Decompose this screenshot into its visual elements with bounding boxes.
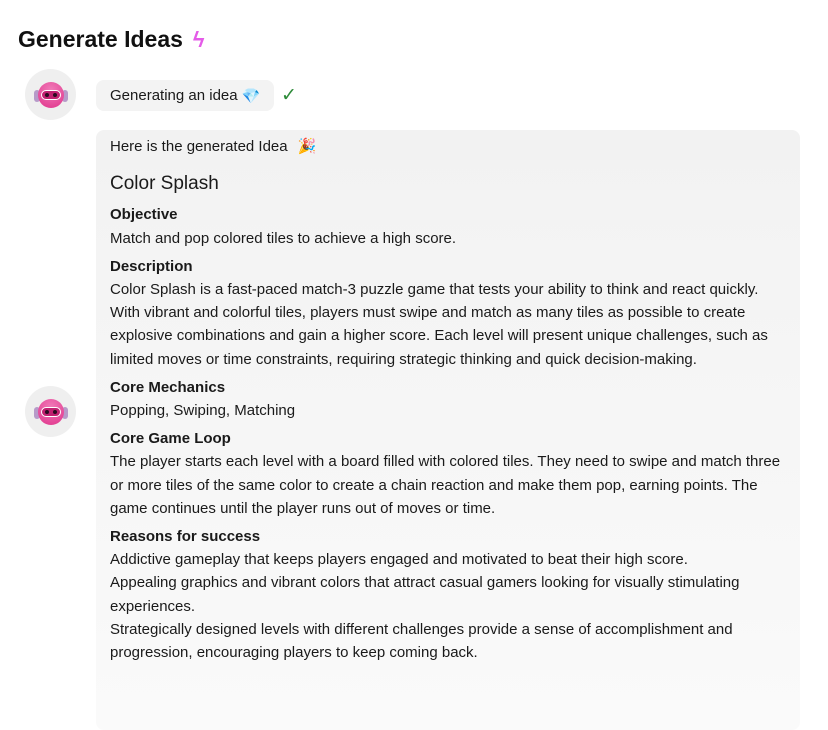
section-text: Popping, Swiping, Matching: [110, 402, 296, 420]
section-heading: Core Mechanics: [110, 378, 226, 396]
status-pill: [96, 80, 274, 111]
section-heading: Core Game Loop: [110, 430, 231, 448]
robot-icon: [34, 399, 68, 425]
robot-icon: [34, 82, 68, 108]
section-heading: Objective: [110, 206, 178, 224]
page-title: [18, 26, 205, 53]
bot-avatar: [25, 69, 76, 120]
section-text: Appealing graphics and vibrant colors that attract casual gamers looking for visually stimulating experiences.: [110, 574, 740, 615]
bot-avatar: [25, 386, 76, 437]
section-text: Addictive gameplay that keeps players engaged and motivated to beat their high score.: [110, 551, 688, 569]
section-heading: Description: [110, 257, 193, 275]
idea-message: [96, 130, 800, 730]
check-icon: ✓: [281, 85, 297, 106]
intro-text: Here is the generated Idea: [110, 138, 288, 155]
status-label: Generating an idea: [110, 87, 238, 104]
section-text: Match and pop colored tiles to achieve a high score.: [110, 229, 457, 247]
gem-icon: 💎: [241, 87, 261, 105]
lightning-icon: ϟ: [192, 26, 205, 52]
party-popper-icon: 🎉: [297, 138, 317, 155]
section-text: Strategically designed levels with different challenges provide a sense of accomplishment and progression, encouraging players to keep coming back.: [110, 620, 733, 662]
idea-title: Color Splash: [110, 173, 219, 195]
section-heading: Reasons for success: [110, 528, 261, 546]
title-text: Generate Ideas: [18, 26, 183, 52]
section-text: The player starts each level with a board filled with colored tiles. They need to swipe and match three or more tiles of the same color to create a chain reaction and make them pop, earning points. The game continues until the player runs out of moves or time.: [110, 453, 781, 517]
section-text: Color Splash is a fast-paced match-3 puzzle game that tests your ability to think and react quickly. With vibrant and colorful tiles, players must swipe and match as many tiles as possible to create explosive combinations and gain a higher score. Each level will present unique challenges, such as limited moves or time constraints, requiring strategic thinking and quick decision-making.: [110, 281, 768, 368]
